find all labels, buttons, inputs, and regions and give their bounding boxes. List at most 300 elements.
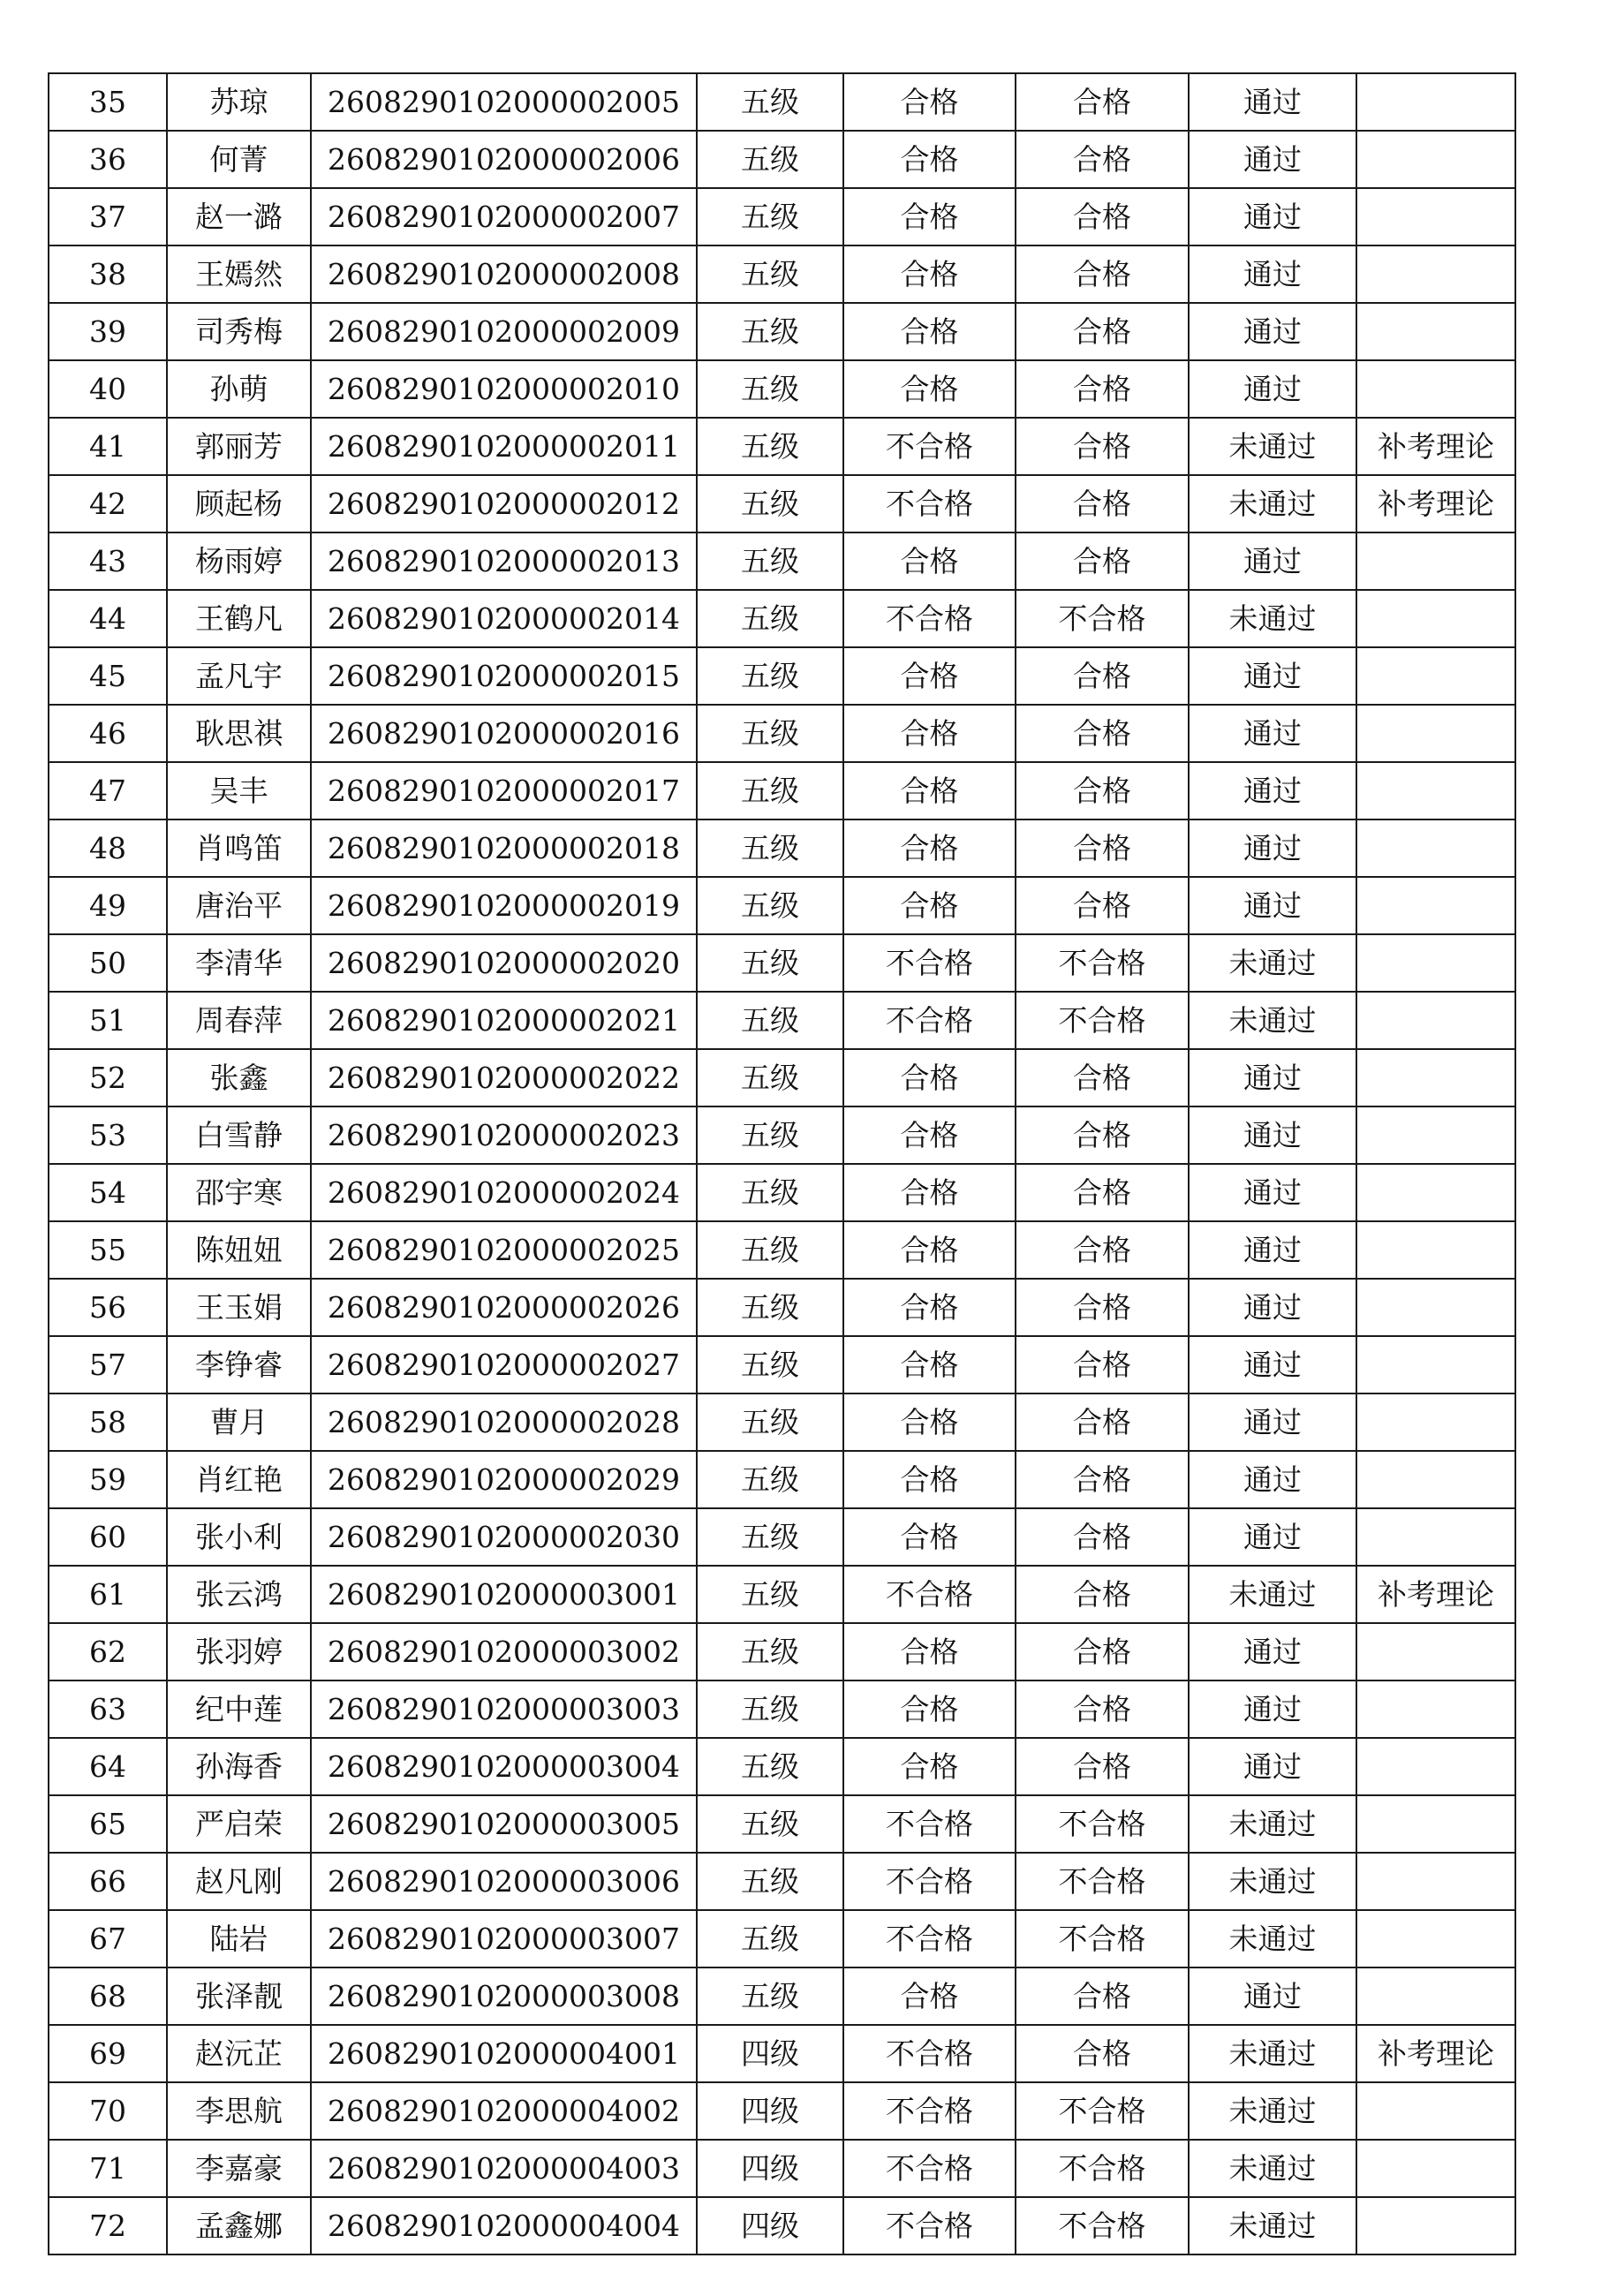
- cell-theory-result: 合格: [843, 1967, 1016, 2025]
- cell-number: 64: [49, 1738, 167, 1795]
- cell-certificate-id: 2608290102000002008: [311, 245, 697, 303]
- cell-overall-result: 通过: [1189, 532, 1356, 590]
- cell-number: 45: [49, 647, 167, 705]
- cell-skill-result: 不合格: [1016, 934, 1189, 992]
- cell-theory-result: 不合格: [843, 2025, 1016, 2082]
- cell-theory-result: 合格: [843, 1106, 1016, 1164]
- table-row: [49, 1853, 1515, 1910]
- cell-name: 孙海香: [167, 1738, 311, 1795]
- cell-name: 曹月: [167, 1393, 311, 1451]
- cell-theory-result: 合格: [843, 1738, 1016, 1795]
- cell-skill-result: 合格: [1016, 360, 1189, 418]
- cell-number: 39: [49, 303, 167, 360]
- cell-certificate-id: 2608290102000003007: [311, 1910, 697, 1967]
- table-row: [49, 1680, 1515, 1738]
- table-row: [49, 131, 1515, 188]
- cell-theory-result: 合格: [843, 1279, 1016, 1336]
- cell-skill-result: 合格: [1016, 418, 1189, 475]
- cell-number: 51: [49, 992, 167, 1049]
- results-sheet: [48, 72, 1516, 2255]
- cell-overall-result: 未通过: [1189, 1566, 1356, 1623]
- table-row: [49, 590, 1515, 647]
- cell-certificate-id: 2608290102000002030: [311, 1508, 697, 1566]
- table-row: [49, 532, 1515, 590]
- cell-skill-result: 合格: [1016, 303, 1189, 360]
- cell-name: 苏琼: [167, 73, 311, 131]
- cell-remark: [1356, 73, 1515, 131]
- cell-skill-result: 合格: [1016, 1279, 1189, 1336]
- cell-name: 耿思祺: [167, 705, 311, 762]
- cell-theory-result: 合格: [843, 1393, 1016, 1451]
- cell-theory-result: 不合格: [843, 1910, 1016, 1967]
- cell-remark: [1356, 188, 1515, 245]
- cell-overall-result: 未通过: [1189, 934, 1356, 992]
- cell-certificate-id: 2608290102000002022: [311, 1049, 697, 1106]
- cell-overall-result: 通过: [1189, 1738, 1356, 1795]
- cell-remark: [1356, 1508, 1515, 1566]
- cell-overall-result: 通过: [1189, 877, 1356, 934]
- cell-certificate-id: 2608290102000002023: [311, 1106, 697, 1164]
- cell-certificate-id: 2608290102000003008: [311, 1967, 697, 2025]
- cell-level: 五级: [697, 1680, 843, 1738]
- cell-certificate-id: 2608290102000002026: [311, 1279, 697, 1336]
- cell-name: 司秀梅: [167, 303, 311, 360]
- cell-certificate-id: 2608290102000002011: [311, 418, 697, 475]
- cell-level: 五级: [697, 762, 843, 819]
- cell-theory-result: 合格: [843, 762, 1016, 819]
- cell-certificate-id: 2608290102000002025: [311, 1221, 697, 1279]
- cell-level: 五级: [697, 1393, 843, 1451]
- cell-name: 赵凡刚: [167, 1853, 311, 1910]
- cell-overall-result: 通过: [1189, 360, 1356, 418]
- cell-overall-result: 通过: [1189, 73, 1356, 131]
- cell-theory-result: 合格: [843, 1680, 1016, 1738]
- cell-overall-result: 通过: [1189, 1106, 1356, 1164]
- cell-certificate-id: 2608290102000002009: [311, 303, 697, 360]
- cell-overall-result: 通过: [1189, 131, 1356, 188]
- cell-level: 五级: [697, 532, 843, 590]
- cell-skill-result: 合格: [1016, 1049, 1189, 1106]
- cell-level: 五级: [697, 1967, 843, 2025]
- cell-remark: [1356, 877, 1515, 934]
- cell-name: 赵沅芷: [167, 2025, 311, 2082]
- cell-name: 吴丰: [167, 762, 311, 819]
- cell-overall-result: 未通过: [1189, 590, 1356, 647]
- cell-name: 张鑫: [167, 1049, 311, 1106]
- cell-theory-result: 合格: [843, 1221, 1016, 1279]
- cell-theory-result: 合格: [843, 1623, 1016, 1680]
- cell-number: 65: [49, 1795, 167, 1853]
- cell-skill-result: 合格: [1016, 647, 1189, 705]
- cell-number: 37: [49, 188, 167, 245]
- cell-certificate-id: 2608290102000003006: [311, 1853, 697, 1910]
- cell-overall-result: 通过: [1189, 647, 1356, 705]
- cell-theory-result: 不合格: [843, 475, 1016, 532]
- cell-skill-result: 不合格: [1016, 590, 1189, 647]
- cell-level: 五级: [697, 303, 843, 360]
- cell-remark: [1356, 2197, 1515, 2254]
- table-row: [49, 2140, 1515, 2197]
- cell-skill-result: 不合格: [1016, 1795, 1189, 1853]
- cell-certificate-id: 2608290102000003003: [311, 1680, 697, 1738]
- cell-skill-result: 合格: [1016, 819, 1189, 877]
- cell-certificate-id: 2608290102000002020: [311, 934, 697, 992]
- table-row: [49, 647, 1515, 705]
- cell-theory-result: 合格: [843, 647, 1016, 705]
- cell-level: 五级: [697, 418, 843, 475]
- cell-name: 李清华: [167, 934, 311, 992]
- table-row: [49, 2197, 1515, 2254]
- table-row: [49, 1910, 1515, 1967]
- cell-overall-result: 通过: [1189, 1336, 1356, 1393]
- cell-level: 五级: [697, 1508, 843, 1566]
- cell-name: 王嫣然: [167, 245, 311, 303]
- cell-number: 55: [49, 1221, 167, 1279]
- cell-skill-result: 合格: [1016, 131, 1189, 188]
- cell-level: 五级: [697, 1853, 843, 1910]
- cell-skill-result: 不合格: [1016, 1910, 1189, 1967]
- cell-remark: [1356, 1853, 1515, 1910]
- cell-level: 五级: [697, 1910, 843, 1967]
- cell-theory-result: 合格: [843, 303, 1016, 360]
- cell-name: 陆岩: [167, 1910, 311, 1967]
- cell-name: 杨雨婷: [167, 532, 311, 590]
- cell-certificate-id: 2608290102000002007: [311, 188, 697, 245]
- cell-overall-result: 通过: [1189, 245, 1356, 303]
- cell-number: 62: [49, 1623, 167, 1680]
- cell-remark: [1356, 1164, 1515, 1221]
- cell-remark: [1356, 360, 1515, 418]
- cell-number: 42: [49, 475, 167, 532]
- cell-name: 李嘉豪: [167, 2140, 311, 2197]
- cell-remark: [1356, 1623, 1515, 1680]
- cell-name: 严启荣: [167, 1795, 311, 1853]
- cell-overall-result: 通过: [1189, 762, 1356, 819]
- cell-certificate-id: 2608290102000003004: [311, 1738, 697, 1795]
- cell-remark: [1356, 1336, 1515, 1393]
- cell-remark: [1356, 245, 1515, 303]
- cell-remark: [1356, 1049, 1515, 1106]
- cell-number: 36: [49, 131, 167, 188]
- cell-number: 59: [49, 1451, 167, 1508]
- cell-remark: [1356, 590, 1515, 647]
- cell-level: 五级: [697, 1795, 843, 1853]
- cell-skill-result: 合格: [1016, 877, 1189, 934]
- cell-skill-result: 合格: [1016, 1393, 1189, 1451]
- cell-level: 五级: [697, 188, 843, 245]
- cell-name: 李思航: [167, 2082, 311, 2140]
- cell-theory-result: 不合格: [843, 1566, 1016, 1623]
- cell-overall-result: 未通过: [1189, 1795, 1356, 1853]
- cell-certificate-id: 2608290102000002028: [311, 1393, 697, 1451]
- cell-level: 五级: [697, 1221, 843, 1279]
- results-table-body: [49, 73, 1515, 2254]
- cell-skill-result: 不合格: [1016, 1853, 1189, 1910]
- cell-remark: [1356, 647, 1515, 705]
- cell-skill-result: 合格: [1016, 73, 1189, 131]
- cell-name: 邵宇寒: [167, 1164, 311, 1221]
- cell-skill-result: 合格: [1016, 1623, 1189, 1680]
- cell-skill-result: 不合格: [1016, 2082, 1189, 2140]
- cell-certificate-id: 2608290102000003001: [311, 1566, 697, 1623]
- cell-name: 孟凡宇: [167, 647, 311, 705]
- cell-name: 何菁: [167, 131, 311, 188]
- cell-skill-result: 合格: [1016, 705, 1189, 762]
- cell-remark: [1356, 1967, 1515, 2025]
- cell-certificate-id: 2608290102000002021: [311, 992, 697, 1049]
- cell-skill-result: 不合格: [1016, 2140, 1189, 2197]
- cell-level: 五级: [697, 647, 843, 705]
- cell-name: 唐治平: [167, 877, 311, 934]
- cell-level: 五级: [697, 245, 843, 303]
- table-row: [49, 1738, 1515, 1795]
- cell-level: 五级: [697, 1738, 843, 1795]
- cell-skill-result: 合格: [1016, 1106, 1189, 1164]
- cell-skill-result: 合格: [1016, 1508, 1189, 1566]
- cell-theory-result: 不合格: [843, 2082, 1016, 2140]
- cell-remark: [1356, 1738, 1515, 1795]
- table-row: [49, 1508, 1515, 1566]
- cell-skill-result: 合格: [1016, 1967, 1189, 2025]
- cell-number: 56: [49, 1279, 167, 1336]
- cell-remark: 补考理论: [1356, 2025, 1515, 2082]
- table-row: [49, 245, 1515, 303]
- cell-skill-result: 合格: [1016, 762, 1189, 819]
- cell-remark: [1356, 1910, 1515, 1967]
- cell-number: 70: [49, 2082, 167, 2140]
- cell-level: 五级: [697, 1279, 843, 1336]
- cell-certificate-id: 2608290102000002013: [311, 532, 697, 590]
- cell-certificate-id: 2608290102000004003: [311, 2140, 697, 2197]
- cell-number: 61: [49, 1566, 167, 1623]
- cell-number: 72: [49, 2197, 167, 2254]
- cell-number: 67: [49, 1910, 167, 1967]
- cell-name: 郭丽芳: [167, 418, 311, 475]
- cell-number: 38: [49, 245, 167, 303]
- cell-level: 五级: [697, 1336, 843, 1393]
- table-row: [49, 819, 1515, 877]
- cell-overall-result: 通过: [1189, 1451, 1356, 1508]
- cell-number: 53: [49, 1106, 167, 1164]
- cell-certificate-id: 2608290102000002018: [311, 819, 697, 877]
- cell-remark: [1356, 1795, 1515, 1853]
- cell-certificate-id: 2608290102000002024: [311, 1164, 697, 1221]
- cell-overall-result: 未通过: [1189, 1910, 1356, 1967]
- table-row: [49, 2025, 1515, 2082]
- cell-overall-result: 未通过: [1189, 992, 1356, 1049]
- cell-remark: [1356, 762, 1515, 819]
- cell-certificate-id: 2608290102000004004: [311, 2197, 697, 2254]
- table-row: [49, 418, 1515, 475]
- table-row: [49, 1049, 1515, 1106]
- cell-overall-result: 未通过: [1189, 475, 1356, 532]
- cell-overall-result: 未通过: [1189, 2025, 1356, 2082]
- cell-name: 白雪静: [167, 1106, 311, 1164]
- cell-number: 41: [49, 418, 167, 475]
- cell-skill-result: 不合格: [1016, 2197, 1189, 2254]
- cell-certificate-id: 2608290102000004002: [311, 2082, 697, 2140]
- cell-name: 王玉娟: [167, 1279, 311, 1336]
- table-row: [49, 1164, 1515, 1221]
- table-row: [49, 303, 1515, 360]
- cell-number: 58: [49, 1393, 167, 1451]
- table-row: [49, 360, 1515, 418]
- cell-skill-result: 合格: [1016, 532, 1189, 590]
- cell-skill-result: 合格: [1016, 1566, 1189, 1623]
- cell-theory-result: 合格: [843, 819, 1016, 877]
- cell-number: 69: [49, 2025, 167, 2082]
- cell-remark: 补考理论: [1356, 418, 1515, 475]
- cell-skill-result: 合格: [1016, 1738, 1189, 1795]
- cell-overall-result: 通过: [1189, 1279, 1356, 1336]
- cell-remark: [1356, 2082, 1515, 2140]
- cell-name: 陈妞妞: [167, 1221, 311, 1279]
- cell-overall-result: 通过: [1189, 1393, 1356, 1451]
- cell-theory-result: 不合格: [843, 934, 1016, 992]
- cell-name: 张羽婷: [167, 1623, 311, 1680]
- table-row: [49, 1393, 1515, 1451]
- cell-name: 张小利: [167, 1508, 311, 1566]
- cell-skill-result: 合格: [1016, 1164, 1189, 1221]
- cell-skill-result: 合格: [1016, 188, 1189, 245]
- cell-name: 肖鸣笛: [167, 819, 311, 877]
- cell-number: 49: [49, 877, 167, 934]
- cell-level: 五级: [697, 475, 843, 532]
- cell-level: 五级: [697, 819, 843, 877]
- cell-certificate-id: 2608290102000003005: [311, 1795, 697, 1853]
- cell-overall-result: 未通过: [1189, 1853, 1356, 1910]
- cell-level: 四级: [697, 2082, 843, 2140]
- table-row: [49, 1566, 1515, 1623]
- cell-remark: [1356, 1279, 1515, 1336]
- cell-remark: [1356, 1451, 1515, 1508]
- cell-theory-result: 不合格: [843, 2197, 1016, 2254]
- cell-number: 35: [49, 73, 167, 131]
- cell-level: 五级: [697, 1451, 843, 1508]
- cell-number: 48: [49, 819, 167, 877]
- cell-certificate-id: 2608290102000002014: [311, 590, 697, 647]
- table-row: [49, 1451, 1515, 1508]
- cell-theory-result: 合格: [843, 705, 1016, 762]
- cell-theory-result: 合格: [843, 1508, 1016, 1566]
- cell-number: 47: [49, 762, 167, 819]
- cell-skill-result: 合格: [1016, 1336, 1189, 1393]
- cell-remark: [1356, 532, 1515, 590]
- cell-number: 40: [49, 360, 167, 418]
- cell-remark: [1356, 934, 1515, 992]
- cell-number: 54: [49, 1164, 167, 1221]
- table-row: [49, 73, 1515, 131]
- table-row: [49, 877, 1515, 934]
- table-row: [49, 1279, 1515, 1336]
- cell-theory-result: 合格: [843, 245, 1016, 303]
- cell-remark: [1356, 819, 1515, 877]
- cell-certificate-id: 2608290102000004001: [311, 2025, 697, 2082]
- cell-name: 周春萍: [167, 992, 311, 1049]
- cell-level: 四级: [697, 2197, 843, 2254]
- cell-certificate-id: 2608290102000002012: [311, 475, 697, 532]
- cell-remark: [1356, 1106, 1515, 1164]
- cell-number: 68: [49, 1967, 167, 2025]
- cell-number: 50: [49, 934, 167, 992]
- table-row: [49, 1623, 1515, 1680]
- cell-overall-result: 通过: [1189, 1221, 1356, 1279]
- cell-theory-result: 不合格: [843, 590, 1016, 647]
- cell-level: 五级: [697, 590, 843, 647]
- cell-level: 五级: [697, 73, 843, 131]
- table-row: [49, 188, 1515, 245]
- table-row: [49, 1795, 1515, 1853]
- cell-level: 四级: [697, 2140, 843, 2197]
- cell-name: 肖红艳: [167, 1451, 311, 1508]
- table-row: [49, 705, 1515, 762]
- cell-certificate-id: 2608290102000002019: [311, 877, 697, 934]
- cell-theory-result: 合格: [843, 1336, 1016, 1393]
- cell-overall-result: 通过: [1189, 819, 1356, 877]
- cell-theory-result: 不合格: [843, 2140, 1016, 2197]
- cell-level: 五级: [697, 1164, 843, 1221]
- cell-skill-result: 合格: [1016, 2025, 1189, 2082]
- cell-remark: [1356, 303, 1515, 360]
- table-row: [49, 992, 1515, 1049]
- cell-number: 60: [49, 1508, 167, 1566]
- cell-level: 五级: [697, 877, 843, 934]
- table-row: [49, 1967, 1515, 2025]
- table-row: [49, 934, 1515, 992]
- cell-name: 赵一潞: [167, 188, 311, 245]
- table-row: [49, 1336, 1515, 1393]
- cell-level: 五级: [697, 992, 843, 1049]
- cell-remark: 补考理论: [1356, 475, 1515, 532]
- table-row: [49, 475, 1515, 532]
- cell-theory-result: 合格: [843, 1049, 1016, 1106]
- cell-theory-result: 不合格: [843, 992, 1016, 1049]
- cell-name: 纪中莲: [167, 1680, 311, 1738]
- cell-level: 五级: [697, 1049, 843, 1106]
- cell-theory-result: 不合格: [843, 1795, 1016, 1853]
- cell-certificate-id: 2608290102000002029: [311, 1451, 697, 1508]
- cell-number: 52: [49, 1049, 167, 1106]
- cell-skill-result: 合格: [1016, 1680, 1189, 1738]
- cell-level: 五级: [697, 1566, 843, 1623]
- cell-skill-result: 不合格: [1016, 992, 1189, 1049]
- cell-skill-result: 合格: [1016, 1451, 1189, 1508]
- cell-remark: [1356, 2140, 1515, 2197]
- cell-number: 43: [49, 532, 167, 590]
- cell-theory-result: 不合格: [843, 418, 1016, 475]
- cell-overall-result: 通过: [1189, 1623, 1356, 1680]
- cell-theory-result: 合格: [843, 188, 1016, 245]
- cell-level: 五级: [697, 934, 843, 992]
- cell-certificate-id: 2608290102000002016: [311, 705, 697, 762]
- cell-theory-result: 合格: [843, 131, 1016, 188]
- table-row: [49, 762, 1515, 819]
- cell-level: 五级: [697, 1106, 843, 1164]
- cell-remark: [1356, 131, 1515, 188]
- cell-theory-result: 不合格: [843, 1853, 1016, 1910]
- cell-overall-result: 通过: [1189, 303, 1356, 360]
- cell-skill-result: 合格: [1016, 1221, 1189, 1279]
- cell-level: 五级: [697, 360, 843, 418]
- table-row: [49, 1106, 1515, 1164]
- cell-overall-result: 通过: [1189, 1164, 1356, 1221]
- cell-level: 五级: [697, 705, 843, 762]
- cell-name: 顾起杨: [167, 475, 311, 532]
- cell-overall-result: 通过: [1189, 1680, 1356, 1738]
- cell-overall-result: 通过: [1189, 1049, 1356, 1106]
- cell-number: 44: [49, 590, 167, 647]
- cell-theory-result: 合格: [843, 73, 1016, 131]
